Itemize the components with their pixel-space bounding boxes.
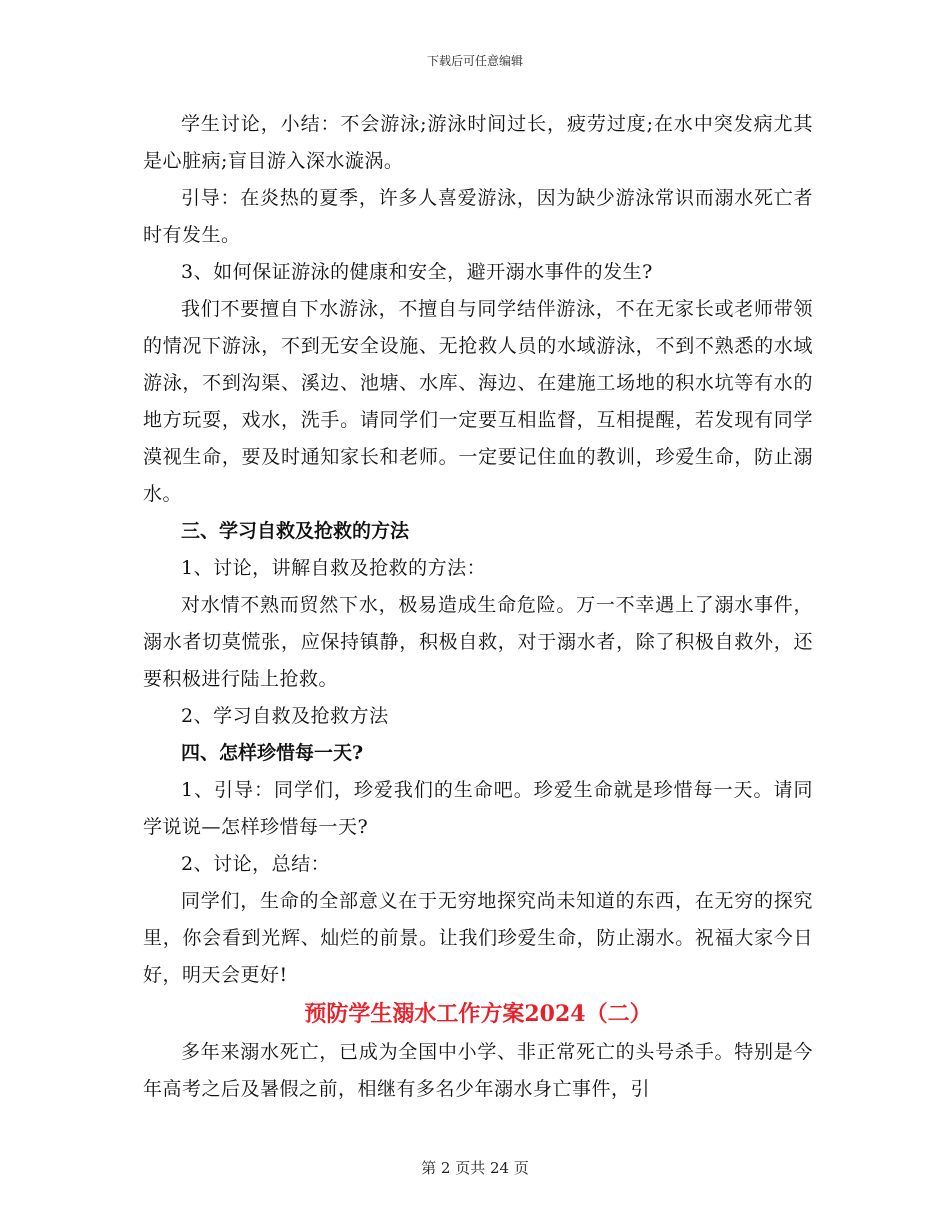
section-heading: 三、学习自救及抢救的方法 (181, 520, 410, 542)
page-header: 下载后可任意编辑 (426, 54, 523, 68)
paragraph: 对水情不熟而贸然下水，极易造成生命危险。万一不幸遇上了溺水事件，溺水者切莫慌张，应保持镇静，积极自救，对于溺水者，除了积极自救外，还要积极进行陆上抢救。 (143, 594, 813, 690)
paragraph: 引导：在炎热的夏季，许多人喜爱游泳，因为缺少游泳常识而溺水死亡者时有发生。 (143, 187, 813, 246)
page-footer: 第 2 页共 24 页 (421, 1159, 529, 1177)
paragraph: 同学们，生命的全部意义在于无穷地探究尚未知道的东西，在无穷的探究里，你会看到光辉、灿烂的前景。让我们珍爱生命，防止溺水。祝福大家今日好，明天会更好! (143, 890, 813, 986)
paragraph: 多年来溺水死亡，已成为全国中小学、非正常死亡的头号杀手。特别是今年高考之后及暑假之前，相继有多名少年溺水身亡事件，引 (143, 1041, 813, 1100)
paragraph: 1、讨论，讲解自救及抢救的方法： (181, 557, 487, 579)
paragraph: 我们不要擅自下水游泳，不擅自与同学结伴游泳，不在无家长或老师带领的情况下游泳，不到无安全设施、无抢救人员的水域游泳，不到不熟悉的水域游泳，不到沟渠、溪边、池塘、水库、海边、在建施工场地的积水坑等有水的地方玩耍，戏水，洗手。请同学们一定要互相监督，互相提醒，若发现有同学漠视生命，要及时通知家长和老师。一定要记住血的教训，珍爱生命，防止溺水。 (143, 298, 813, 505)
paragraph: 1、引导：同学们，珍爱我们的生命吧。珍爱生命就是珍惜每一天。请同学说说—怎样珍惜每一天? (143, 779, 813, 838)
paragraph: 学生讨论，小结：不会游泳;游泳时间过长，疲劳过度;在水中突发病尤其是心脏病;盲目游入深水漩涡。 (143, 113, 813, 172)
document-title: 预防学生溺水工作方案2024（二） (304, 1001, 652, 1027)
paragraph: 2、学习自救及抢救方法 (181, 705, 389, 727)
section-heading: 四、怎样珍惜每一天? (181, 742, 364, 764)
paragraph: 2、讨论，总结： (181, 853, 331, 875)
document-body (143, 106, 813, 1108)
paragraph: 3、如何保证游泳的健康和安全，避开溺水事件的发生? (181, 261, 653, 283)
